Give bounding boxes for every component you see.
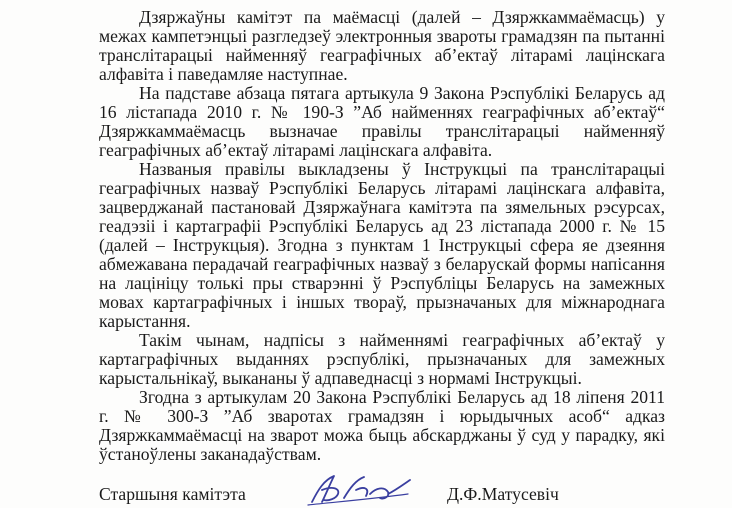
paragraph-appeal: Згодна з артыкулам 20 Закона Рэспублікі Беларусь ад 18 ліпеня 2011 г. № 300-З ”Аб зваротах грамадзян і юрыдычных асоб“ адказ Дзяржкаммаёмасці на зварот можа быць абскарджаны ў суд у парадку, які ўстаноўлены заканадаўствам. [99,387,665,464]
signatory-position: Старшыня камітэта [99,484,246,504]
signature-block [99,478,699,508]
letter-body [99,8,665,464]
paragraph-instruction: Названыя правілы выкладзены ў Інструкцыі па транслітарацыі геаграфічных назваў Рэспублікі Беларусь літарамі лацінскага алфавіта, зацверджанай пастановай Дзяржаўнага камітэта па зямельных рэсурсах, геадэзіі і картаграфіі Рэспублікі Беларусь ад 23 лістапада 2000 г. № 15 (далей – Інструкцыя). Згодна з пунктам 1 Інструкцыі сфера яе дзеяння абмежавана перадачай геаграфічных назваў з беларускай формы напісання на лацініцу толькі пры стварэнні ў Рэспубліцы Беларусь на замежных мовах картаграфічных і іншых твораў, прызначаных для міжнароднага карыстання. [99,159,665,331]
paragraph-intro: Дзяржаўны камітэт па маёмасці (далей – Дзяржкаммаёмасць) у межах кампетэнцыі разгледзеў электронныя звароты грамадзян па пытанні транслітарацыі найменняў геаграфічных аб’ектаў літарамі лацінскага алфавіта і паведамляе наступнае. [99,7,665,84]
paragraph-legal-basis: На падставе абзаца пятага артыкула 9 Закона Рэспублікі Беларусь ад 16 лістапада 2010 г. № 190-З ”Аб найменнях геаграфічных аб’ектаў“ Дзяржкаммаёмасць вызначае правілы транслітарацыі найменняў геаграфічных аб’ектаў літарамі лацінскага алфавіта. [99,83,665,160]
signatory-name: Д.Ф.Матусевіч [447,484,559,504]
paragraph-conclusion: Такім чынам, надпісы з найменнямі геаграфічных аб’ектаў у картаграфічных выданнях рэспублікі, прызначаных для замежных карыстальнікаў, выкананы ў адпаведнасці з нормамі Інструкцыі. [99,330,665,388]
handwritten-signature-icon [304,472,414,508]
